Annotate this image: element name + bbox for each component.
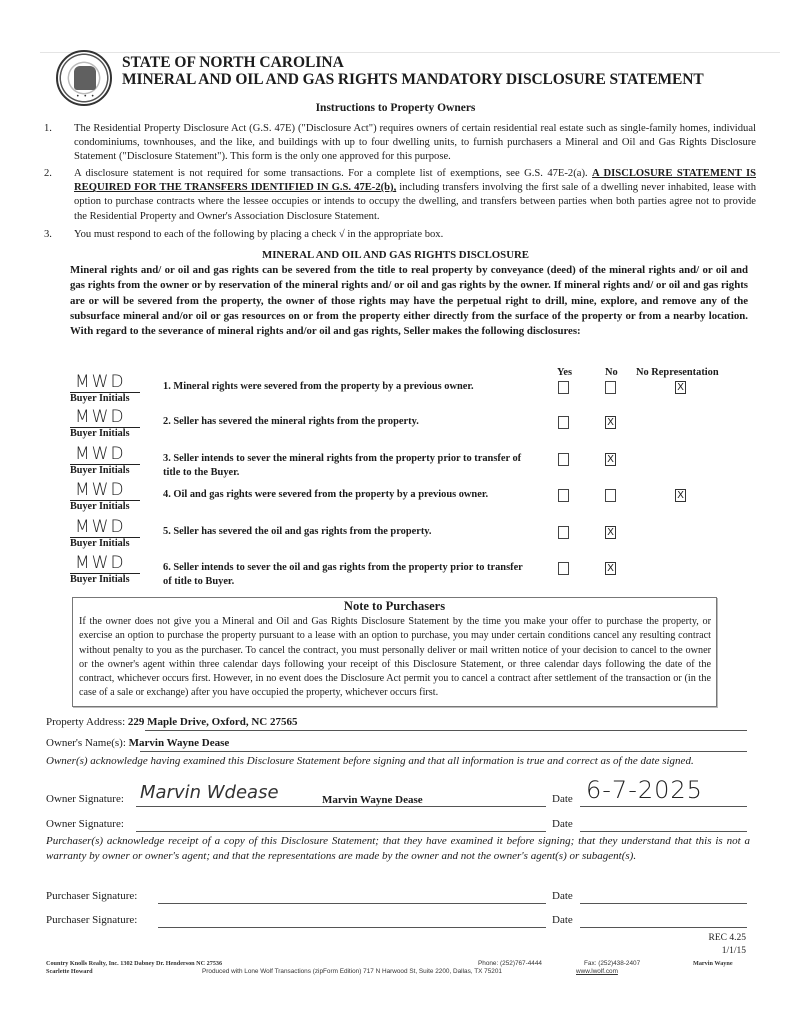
buyer-initials-handwritten[interactable]: MWD	[75, 372, 126, 392]
instruction-number: 2.	[44, 168, 52, 179]
buyer-initials-label: Buyer Initials	[70, 501, 130, 512]
purchaser-signature-1-line[interactable]	[158, 903, 546, 904]
checkbox-yes[interactable]	[558, 526, 569, 539]
property-address-value[interactable]: 229 Maple Drive, Oxford, NC 27565	[127, 716, 298, 728]
instruction-text-part: A disclosure statement is not required for some transactions. For a complete list of exemptions, see G.S. 47E-2(a).	[74, 168, 593, 179]
form-code: REC 4.25	[708, 933, 746, 943]
owner-signature-1-handwritten[interactable]: Marvin Wdease	[140, 782, 279, 803]
instruction-number: 1.	[44, 123, 52, 134]
owner-name-field	[46, 737, 229, 749]
instruction-number: 3.	[44, 229, 52, 240]
state-seal-icon: • • •	[56, 50, 112, 106]
column-header-no: No	[605, 367, 618, 378]
checkbox-yes[interactable]	[558, 453, 569, 466]
purchaser-date-1-label: Date	[552, 890, 573, 902]
buyer-initials-handwritten[interactable]: MWD	[75, 517, 126, 537]
question-text: 6. Seller intends to sever the oil and gas rights from the property prior to transfer of title to Buyer.	[163, 562, 523, 587]
footer-agent: Scarlette Howard	[46, 968, 93, 975]
buyer-initials-handwritten[interactable]: MWD	[75, 444, 126, 464]
purchaser-acknowledgement: Purchaser(s) acknowledge receipt of a copy of this Disclosure Statement; that they have examined it before signing; that they understand that this is not a warranty by owner or owner's agent; and that the representations are made by the owner and not the owner's agent(s) or subagent(s).	[46, 835, 750, 862]
buyer-initials-label: Buyer Initials	[70, 465, 130, 476]
checkbox-no[interactable]: X	[605, 526, 616, 539]
note-title: Note to Purchasers	[343, 599, 446, 613]
question-text: 2. Seller has severed the mineral rights from the property.	[163, 416, 419, 427]
buyer-initials-label: Buyer Initials	[70, 574, 130, 585]
question-text: 4. Oil and gas rights were severed from the property by a previous owner.	[163, 489, 489, 500]
form-title: MINERAL AND OIL AND GAS RIGHTS MANDATORY DISCLOSURE STATEMENT	[122, 71, 704, 88]
column-header-no-representation: No Representation	[636, 367, 719, 378]
checkbox-no[interactable]: X	[605, 416, 616, 429]
instructions-heading: Instructions to Property Owners	[315, 102, 476, 114]
owner-signature-2-line[interactable]	[136, 831, 546, 832]
property-address-label: Property Address:	[46, 716, 126, 728]
owner-signature-1-printed-name: Marvin Wayne Dease	[322, 794, 423, 806]
checkbox-no-rep[interactable]: X	[675, 381, 686, 394]
note-body: If the owner does not give you a Mineral and Oil and Gas Rights Disclosure Statement by the time you make your offer to purchase the property, or exercise an option to purchase the property pursuant to a lease with an option to purchase, you may under certain conditions cancel any resulting contract without penalty to you as the purchaser. To cancel the contract, you must personally deliver or mail written notice of your decision to cancel to the owner or the owner's agent within three calendar days following your receipt of this Disclosure Statement, or three calendar days following the date of the contract, whichever occurs first. However, in no event does the Disclosure Act permit you to cancel a contract after settlement of the transaction or (in the case of a sale or exchange) after you have occupied the property, whichever occurs first.	[79, 616, 711, 699]
instruction-item-1	[44, 122, 756, 165]
purchaser-date-2-label: Date	[552, 914, 573, 926]
checkbox-no[interactable]	[605, 381, 616, 394]
instruction-item-2	[44, 167, 756, 224]
disclosure-heading: MINERAL AND OIL AND GAS RIGHTS DISCLOSURE	[262, 249, 529, 261]
checkbox-no-rep[interactable]: X	[675, 489, 686, 502]
owner-date-2-label: Date	[552, 818, 573, 830]
purchaser-signature-1-label: Purchaser Signature:	[46, 890, 138, 902]
owner-name-line	[140, 751, 747, 752]
buyer-initials-handwritten[interactable]: MWD	[75, 480, 126, 500]
buyer-initials-handwritten[interactable]: MWD	[75, 407, 126, 427]
instruction-text-part: including transfers involving the first sale of a dwelling never inhabited, lease with option to purchase contracts where the lessee occupies or intends to occupy the dwelling, and transfers between parties when both parties agree not to provide the Residential Property and Owner's Association Disclosure Statement.	[74, 182, 756, 222]
property-address-line	[145, 730, 747, 731]
owner-date-1-line	[580, 806, 747, 807]
instruction-item-3	[44, 228, 756, 242]
owner-signature-2-label: Owner Signature:	[46, 818, 124, 830]
footer-brokerage: Country Knolls Realty, Inc. 1302 Dabney Dr. Henderson NC 27536	[46, 960, 223, 967]
buyer-initials-label: Buyer Initials	[70, 393, 130, 404]
owner-date-1-value[interactable]: 6-7-2025	[586, 776, 703, 804]
checkbox-yes[interactable]	[558, 489, 569, 502]
question-text: 3. Seller intends to sever the mineral rights from the property prior to transfer of title to the Buyer.	[163, 453, 522, 478]
purchaser-date-1-line[interactable]	[580, 903, 747, 904]
owner-date-2-line[interactable]	[580, 831, 747, 832]
footer-file-name: Marvin Wayne	[693, 960, 733, 967]
owner-acknowledgement: Owner(s) acknowledge having examined this Disclosure Statement before signing and that all information is true and correct as of the date signed.	[46, 755, 694, 767]
question-text: 5. Seller has severed the oil and gas rights from the property.	[163, 526, 432, 537]
form-date: 1/1/15	[721, 946, 746, 956]
purchaser-date-2-line[interactable]	[580, 927, 747, 928]
footer-produced-with: Produced with Lone Wolf Transactions (zipForm Edition) 717 N Harwood St, Suite 2200, Dallas, TX 75201	[202, 968, 502, 975]
checkbox-no[interactable]: X	[605, 562, 616, 575]
buyer-initials-handwritten[interactable]: MWD	[75, 553, 126, 573]
buyer-initials-label: Buyer Initials	[70, 428, 130, 439]
instruction-text: You must respond to each of the following by placing a check √ in the appropriate box.	[74, 229, 444, 240]
scan-edge-line	[40, 52, 780, 53]
footer-website-link[interactable]: www.lwolf.com	[576, 968, 618, 975]
owner-signature-1-line	[136, 806, 546, 807]
purchaser-signature-2-line[interactable]	[158, 927, 546, 928]
property-address-field	[46, 716, 297, 728]
owner-name-value[interactable]: Marvin Wayne Dease	[128, 737, 230, 749]
checkbox-yes[interactable]	[558, 416, 569, 429]
instruction-text	[74, 167, 756, 224]
owner-name-label: Owner's Name(s):	[46, 737, 126, 749]
buyer-initials-label: Buyer Initials	[70, 538, 130, 549]
checkbox-no[interactable]: X	[605, 453, 616, 466]
checkbox-yes[interactable]	[558, 562, 569, 575]
note-to-purchasers-box	[72, 597, 717, 707]
question-text: 1. Mineral rights were severed from the property by a previous owner.	[163, 381, 474, 392]
state-title: STATE OF NORTH CAROLINA	[122, 54, 344, 71]
owner-date-1-label: Date	[552, 793, 573, 805]
owner-signature-1-label: Owner Signature:	[46, 793, 124, 805]
footer-fax: Fax: (252)438-2407	[584, 960, 641, 967]
checkbox-yes[interactable]	[558, 381, 569, 394]
instruction-text: The Residential Property Disclosure Act (G.S. 47E) ("Disclosure Act") requires owners of certain residential real estate such as single-family homes, individual condominiums, townhouses, and the like, and buildings with up to four dwelling units, to furnish purchasers a Mineral and Oil and Gas Rights Disclosure Statement ("Disclosure Statement"). This form is the only one approved for this purpose.	[74, 123, 756, 163]
checkbox-no[interactable]	[605, 489, 616, 502]
column-header-yes: Yes	[557, 367, 573, 378]
disclosure-body: Mineral rights and/ or oil and gas rights can be severed from the title to real property by conveyance (deed) of the mineral rights and/ or oil and gas rights from the owner or by reservation of the mineral rights and/ or oil and gas rights by the owner. If mineral rights and/ or oil and gas rights are or will be severed from the property, the owner of those rights may have the perpetual right to drill, mine, explore, and remove any of the subsurface mineral and/or oil or gas resources on or from the property either directly from the surface of the property or from a nearby location. With regard to the severance of mineral rights and/or oil and gas rights, Seller makes the following disclosures:	[70, 264, 748, 338]
footer-phone: Phone: (252)767-4444	[478, 960, 542, 967]
instruction-emphasis: A DISCLOSURE STATEMENT IS REQUIRED FOR THE TRANSFERS IDENTIFIED IN G.S. 47E-2(b),	[74, 168, 756, 194]
purchaser-signature-2-label: Purchaser Signature:	[46, 914, 138, 926]
